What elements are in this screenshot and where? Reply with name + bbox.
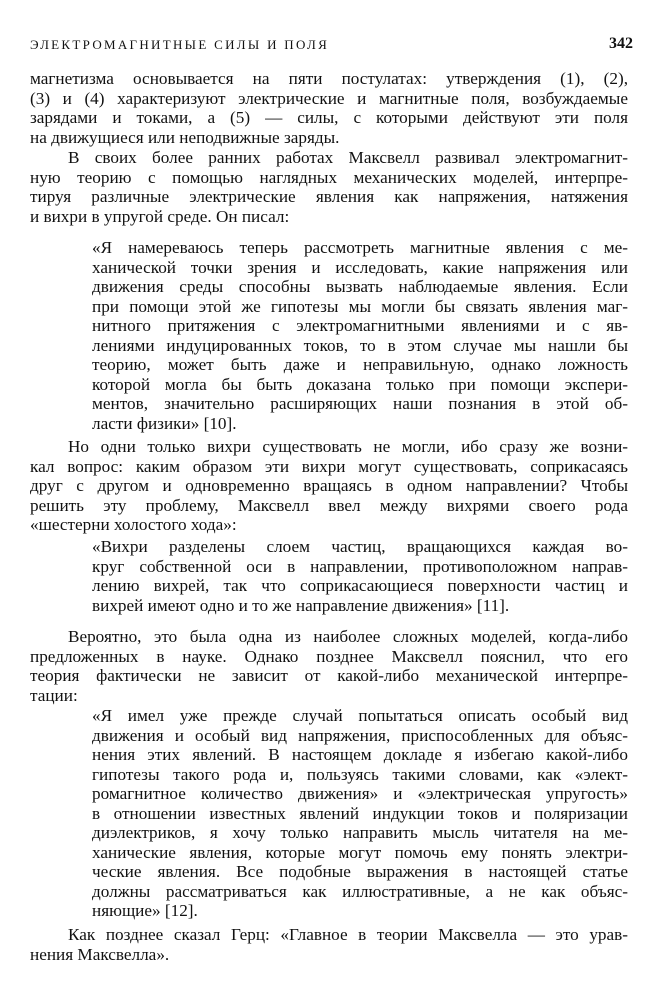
text-line: при помощи этой же гипотезы мы могли бы связать явления маг- bbox=[92, 296, 628, 316]
quote-maxwell-11 bbox=[92, 537, 628, 615]
text-line: в отношении известных явлений индукции токов и поляризации bbox=[92, 803, 628, 823]
quote-maxwell-10 bbox=[92, 238, 628, 433]
text-line: «Я намереваюсь теперь рассмотреть магнитные явления с ме- bbox=[92, 238, 628, 257]
text-line: ную теорию с помощью наглядных механических моделей, интерпре- bbox=[30, 167, 628, 187]
text-line: предложенных в науке. Однако позднее Максвелл пояснил, что его bbox=[30, 646, 628, 666]
text-line: на движущиеся или неподвижные заряды. bbox=[30, 127, 340, 147]
text-line: лению вихрей, так что соприкасающиеся поверхности частиц и bbox=[92, 576, 628, 595]
text-line: тации: bbox=[30, 685, 78, 705]
quote-maxwell-12 bbox=[92, 706, 628, 921]
text-line: тируя различные электрические явления как напряжения, натяжения bbox=[30, 187, 628, 206]
text-line: гипотезы такого рода и, пользуясь такими словами, как «элект- bbox=[92, 764, 628, 784]
text-line: теорию, может быть даже и неправильную, однако ложность bbox=[92, 355, 628, 374]
text-line: «Вихри разделены слоем частиц, вращающихся каждая во- bbox=[92, 537, 628, 556]
text-line: ментов, значительно расширяющих наши познания в этой об- bbox=[92, 394, 628, 413]
text-line: решить эту проблему, Максвелл ввел между вихрями своего рода bbox=[30, 495, 628, 515]
text-line: теория фактически не зависит от какой-либо механической интерпре- bbox=[30, 666, 628, 685]
text-line: Но одни только вихри существовать не могли, ибо сразу же возни- bbox=[68, 437, 628, 456]
text-line: Вероятно, это была одна из наиболее сложных моделей, когда-либо bbox=[68, 627, 628, 646]
text-line: ханические явления, которые могут помочь ему понять электри- bbox=[92, 842, 628, 862]
text-line: магнетизма основывается на пяти постулатах: утверждения (1), (2), bbox=[30, 69, 628, 88]
paragraph-earlier-works bbox=[30, 148, 628, 226]
text-line: диэлектриков, я хочу только направить мысль читателя на ме- bbox=[92, 823, 628, 842]
text-line: Как позднее сказал Герц: «Главное в теории Максвелла — это урав- bbox=[68, 925, 628, 944]
text-line: и вихри в упругой среде. Он писал: bbox=[30, 206, 290, 226]
text-line: ласти физики» [10]. bbox=[92, 413, 237, 433]
paragraph-complex-models bbox=[30, 627, 628, 705]
text-line: «шестерни холостого хода»: bbox=[30, 515, 237, 534]
paragraph-hertz bbox=[30, 925, 628, 964]
text-line: ханической точки зрения и исследовать, какие напряжения или bbox=[92, 257, 628, 277]
text-line: движения и особый вид напряжения, приспособленных для объяс- bbox=[92, 725, 628, 745]
paragraph-continuation bbox=[30, 69, 628, 147]
text-line: нения этих явлений. В настоящем докладе я избегаю какой-либо bbox=[92, 745, 628, 764]
text-line: ромагнитное количество движения» и «электрическая упругость» bbox=[92, 784, 628, 803]
text-line: вихрей имеют одно и то же направление движения» [11]. bbox=[92, 595, 510, 615]
running-title: ЭЛЕКТРОМАГНИТНЫЕ СИЛЫ И ПОЛЯ bbox=[30, 37, 330, 52]
text-line: кал вопрос: каким образом эти вихри могут существовать, соприкасаясь bbox=[30, 456, 628, 476]
text-line: (3) и (4) характеризуют электрические и магнитные поля, возбуждаемые bbox=[30, 88, 628, 108]
text-line: движения среды способны вызвать наблюдаемые явления. Если bbox=[92, 277, 628, 296]
page-number: 342 bbox=[609, 35, 633, 52]
text-line: нения Максвелла». bbox=[30, 944, 170, 964]
text-line: которой могла бы быть доказана только при помощи экспери- bbox=[92, 374, 628, 394]
paragraph-vortices bbox=[30, 437, 628, 535]
text-line: должны рассматриваться как иллюстративные, а не как объяс- bbox=[92, 881, 628, 901]
text-line: «Я имел уже прежде случай попытаться описать особый вид bbox=[92, 706, 628, 725]
text-line: лениями индуцированных токов, то в этом случае мы нашли бы bbox=[92, 335, 628, 355]
text-line: В своих более ранних работах Максвелл развивал электромагнит- bbox=[68, 148, 628, 167]
text-line: нитного притяжения с электромагнитными явлениями и с яв- bbox=[92, 316, 628, 335]
text-line: зарядами и токами, а (5) — силы, с которыми действуют эти поля bbox=[30, 108, 628, 127]
text-line: друг с другом и одновременно вращаясь в одном направлении? Чтобы bbox=[30, 476, 628, 495]
text-line: няющие» [12]. bbox=[92, 901, 198, 920]
text-line: ческие явления. Все подобные выражения в настоящей статье bbox=[92, 862, 628, 881]
text-line: круг собственной оси в направлении, противоположном направ- bbox=[92, 556, 628, 576]
